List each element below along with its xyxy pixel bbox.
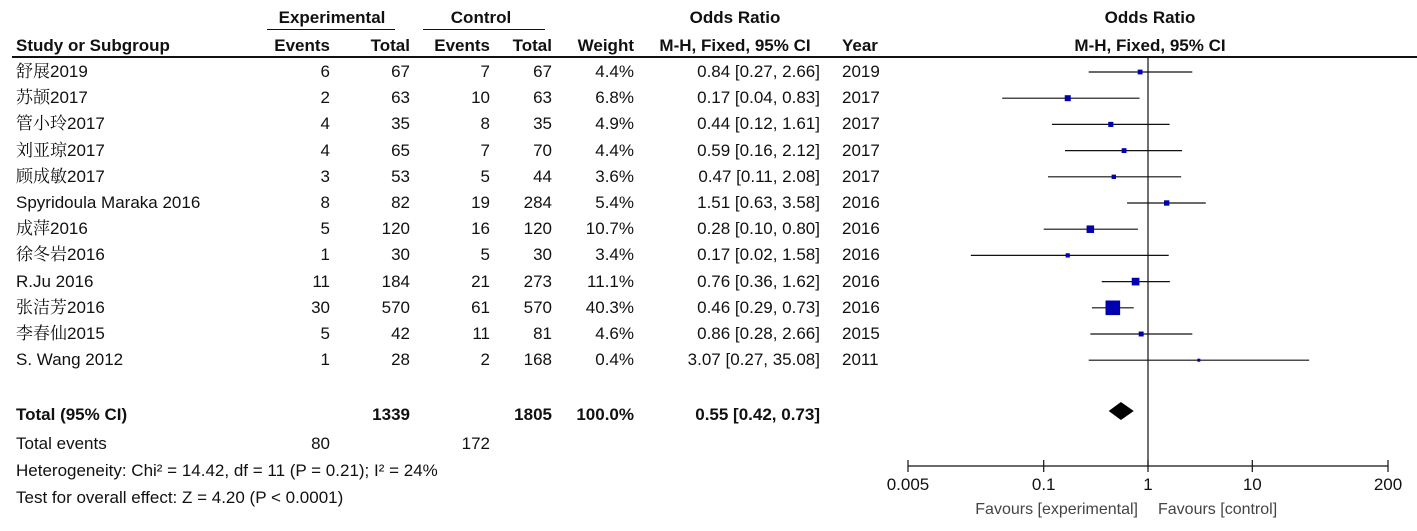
study-name: 管小玲2017	[16, 114, 105, 134]
exp-total: 82	[391, 193, 410, 212]
overall-effect-text: Test for overall effect: Z = 4.20 (P < 0.0001)	[16, 488, 344, 507]
header-year: Year	[842, 36, 878, 55]
ctl-events: 5	[480, 166, 490, 186]
header-odds-ratio: Odds Ratio	[689, 8, 781, 27]
exp-total: 120	[381, 219, 410, 239]
ctl-total: 273	[523, 271, 552, 291]
year: 2016	[842, 245, 880, 265]
year: 2015	[842, 324, 880, 343]
exp-total: 35	[391, 114, 410, 134]
total-ci: 0.55 [0.42, 0.73]	[695, 405, 820, 424]
weight: 10.7%	[585, 219, 634, 239]
ctl-total: 81	[533, 324, 552, 343]
header-ctl-events: Events	[434, 36, 490, 55]
ctl-events: 8	[480, 114, 490, 134]
year: 2017	[842, 140, 880, 160]
ctl-total: 63	[533, 88, 552, 108]
study-name: 顾成敏2017	[16, 166, 105, 186]
plot-header-method: M-H, Fixed, 95% CI	[1074, 36, 1226, 55]
exp-events: 1	[320, 245, 330, 265]
ci-text: 0.86 [0.28, 2.66]	[697, 324, 820, 343]
ctl-total: 67	[533, 62, 552, 81]
ctl-total: 44	[533, 166, 552, 186]
year: 2019	[842, 62, 880, 81]
exp-events: 4	[320, 140, 330, 160]
study-name: 李春仙2015	[16, 324, 105, 343]
tick-label: 1	[1143, 475, 1153, 494]
header-ctl-total: Total	[512, 36, 552, 55]
year: 2011	[842, 350, 879, 370]
study-name: 徐冬岩2016	[16, 245, 105, 265]
point-marker	[1108, 122, 1113, 127]
exp-events: 2	[320, 88, 330, 108]
point-marker	[1132, 278, 1140, 286]
tick-label: 0.1	[1031, 475, 1056, 494]
ci-text: 1.51 [0.63, 3.58]	[697, 193, 820, 212]
tick-label: 200	[1373, 475, 1403, 494]
weight: 4.9%	[595, 114, 634, 134]
year: 2016	[842, 193, 880, 212]
point-marker	[1164, 200, 1169, 205]
exp-events: 11	[312, 271, 330, 291]
ci-text: 3.07 [0.27, 35.08]	[687, 350, 820, 370]
year: 2016	[842, 219, 880, 239]
favours-control-label: Favours [control]	[1158, 501, 1278, 518]
exp-events: 30	[311, 297, 330, 317]
weight: 4.4%	[595, 62, 634, 81]
header-study: Study or Subgroup	[16, 36, 170, 55]
ctl-total: 30	[533, 245, 552, 265]
point-marker	[1106, 300, 1121, 315]
study-name: Spyridoula Maraka 2016	[16, 193, 201, 212]
year: 2017	[842, 114, 880, 134]
total-ctl-total: 1805	[514, 405, 552, 424]
weight: 3.6%	[595, 166, 634, 186]
ci-text: 0.47 [0.11, 2.08]	[698, 166, 820, 186]
point-marker	[1065, 95, 1071, 101]
favours-experimental-label: Favours [experimental]	[975, 501, 1138, 518]
exp-total: 30	[391, 245, 410, 265]
heterogeneity-text: Heterogeneity: Chi² = 14.42, df = 11 (P = 0.21); I² = 24%	[16, 461, 438, 480]
ci-text: 0.17 [0.02, 1.58]	[697, 245, 820, 265]
ctl-total: 35	[533, 114, 552, 134]
study-name: 成萍2016	[16, 219, 88, 239]
exp-total: 53	[391, 166, 410, 186]
point-marker	[1197, 359, 1200, 362]
ctl-total: 120	[523, 219, 552, 239]
total-events-label: Total events	[16, 434, 107, 453]
year: 2016	[842, 297, 880, 317]
header-weight: Weight	[577, 36, 634, 55]
ctl-total: 284	[523, 193, 552, 212]
ctl-events: 10	[471, 88, 490, 108]
ctl-events: 16	[471, 219, 490, 239]
exp-total: 65	[391, 140, 410, 160]
exp-events: 1	[320, 350, 330, 370]
total-exp-total: 1339	[372, 405, 410, 424]
year: 2016	[842, 271, 880, 291]
plot-header-title: Odds Ratio	[1104, 8, 1196, 27]
ctl-total: 570	[523, 297, 552, 317]
tick-label: 10	[1242, 475, 1262, 494]
exp-total: 28	[391, 350, 410, 370]
weight: 0.4%	[595, 350, 634, 370]
ci-text: 0.84 [0.27, 2.66]	[697, 62, 820, 81]
exp-total: 42	[391, 324, 410, 343]
weight: 6.8%	[595, 88, 634, 108]
point-marker	[1087, 225, 1095, 233]
header-exp-events: Events	[274, 36, 330, 55]
weight: 3.4%	[595, 245, 634, 265]
study-name: 舒展2019	[16, 62, 88, 81]
study-name: 张洁芳2016	[16, 297, 105, 317]
ctl-events: 21	[471, 271, 490, 291]
exp-events: 4	[320, 114, 330, 134]
weight: 5.4%	[595, 193, 634, 212]
point-marker	[1122, 148, 1127, 153]
ctl-events: 2	[480, 350, 490, 370]
study-name: 苏颉2017	[16, 88, 88, 108]
header-method: M-H, Fixed, 95% CI	[659, 36, 811, 55]
weight: 11.1%	[587, 271, 634, 291]
point-marker	[1138, 70, 1143, 75]
ci-text: 0.17 [0.04, 0.83]	[697, 88, 820, 108]
total-weight: 100.0%	[576, 405, 634, 424]
weight: 4.4%	[595, 140, 634, 160]
exp-events: 5	[320, 324, 330, 343]
ci-text: 0.46 [0.29, 0.73]	[697, 297, 820, 317]
summary-diamond	[1109, 402, 1134, 420]
ci-text: 0.59 [0.16, 2.12]	[697, 140, 820, 160]
ctl-events: 5	[480, 245, 490, 265]
weight: 4.6%	[595, 324, 634, 343]
exp-total: 570	[381, 297, 410, 317]
point-marker	[1066, 253, 1070, 257]
year: 2017	[842, 166, 880, 186]
total-events-ctl: 172	[461, 434, 490, 453]
ctl-total: 168	[523, 350, 552, 370]
exp-events: 3	[320, 166, 330, 186]
study-name: 刘亚琼2017	[16, 140, 105, 160]
ci-text: 0.76 [0.36, 1.62]	[697, 271, 820, 291]
exp-total: 63	[391, 88, 410, 108]
exp-events: 6	[320, 62, 330, 81]
exp-total: 67	[391, 62, 410, 81]
ci-text: 0.28 [0.10, 0.80]	[697, 219, 820, 239]
point-marker	[1112, 175, 1116, 179]
study-name: R.Ju 2016	[16, 271, 94, 291]
total-events-exp: 80	[311, 434, 330, 453]
weight: 40.3%	[585, 297, 634, 317]
exp-events: 5	[320, 219, 330, 239]
ctl-total: 70	[533, 140, 552, 160]
year: 2017	[842, 88, 880, 108]
ctl-events: 11	[472, 324, 490, 343]
exp-total: 184	[381, 271, 410, 291]
header-exp-total: Total	[370, 36, 410, 55]
point-marker	[1139, 332, 1144, 337]
ci-text: 0.44 [0.12, 1.61]	[697, 114, 820, 134]
study-name: S. Wang 2012	[16, 350, 124, 370]
ctl-events: 61	[471, 297, 490, 317]
tick-label: 0.005	[886, 475, 930, 494]
exp-events: 8	[320, 193, 330, 212]
total-label: Total (95% CI)	[16, 405, 128, 424]
ctl-events: 7	[480, 62, 490, 81]
ctl-events: 19	[471, 193, 490, 212]
header-experimental: Experimental	[278, 8, 386, 27]
ctl-events: 7	[480, 140, 490, 160]
header-control: Control	[450, 8, 512, 27]
